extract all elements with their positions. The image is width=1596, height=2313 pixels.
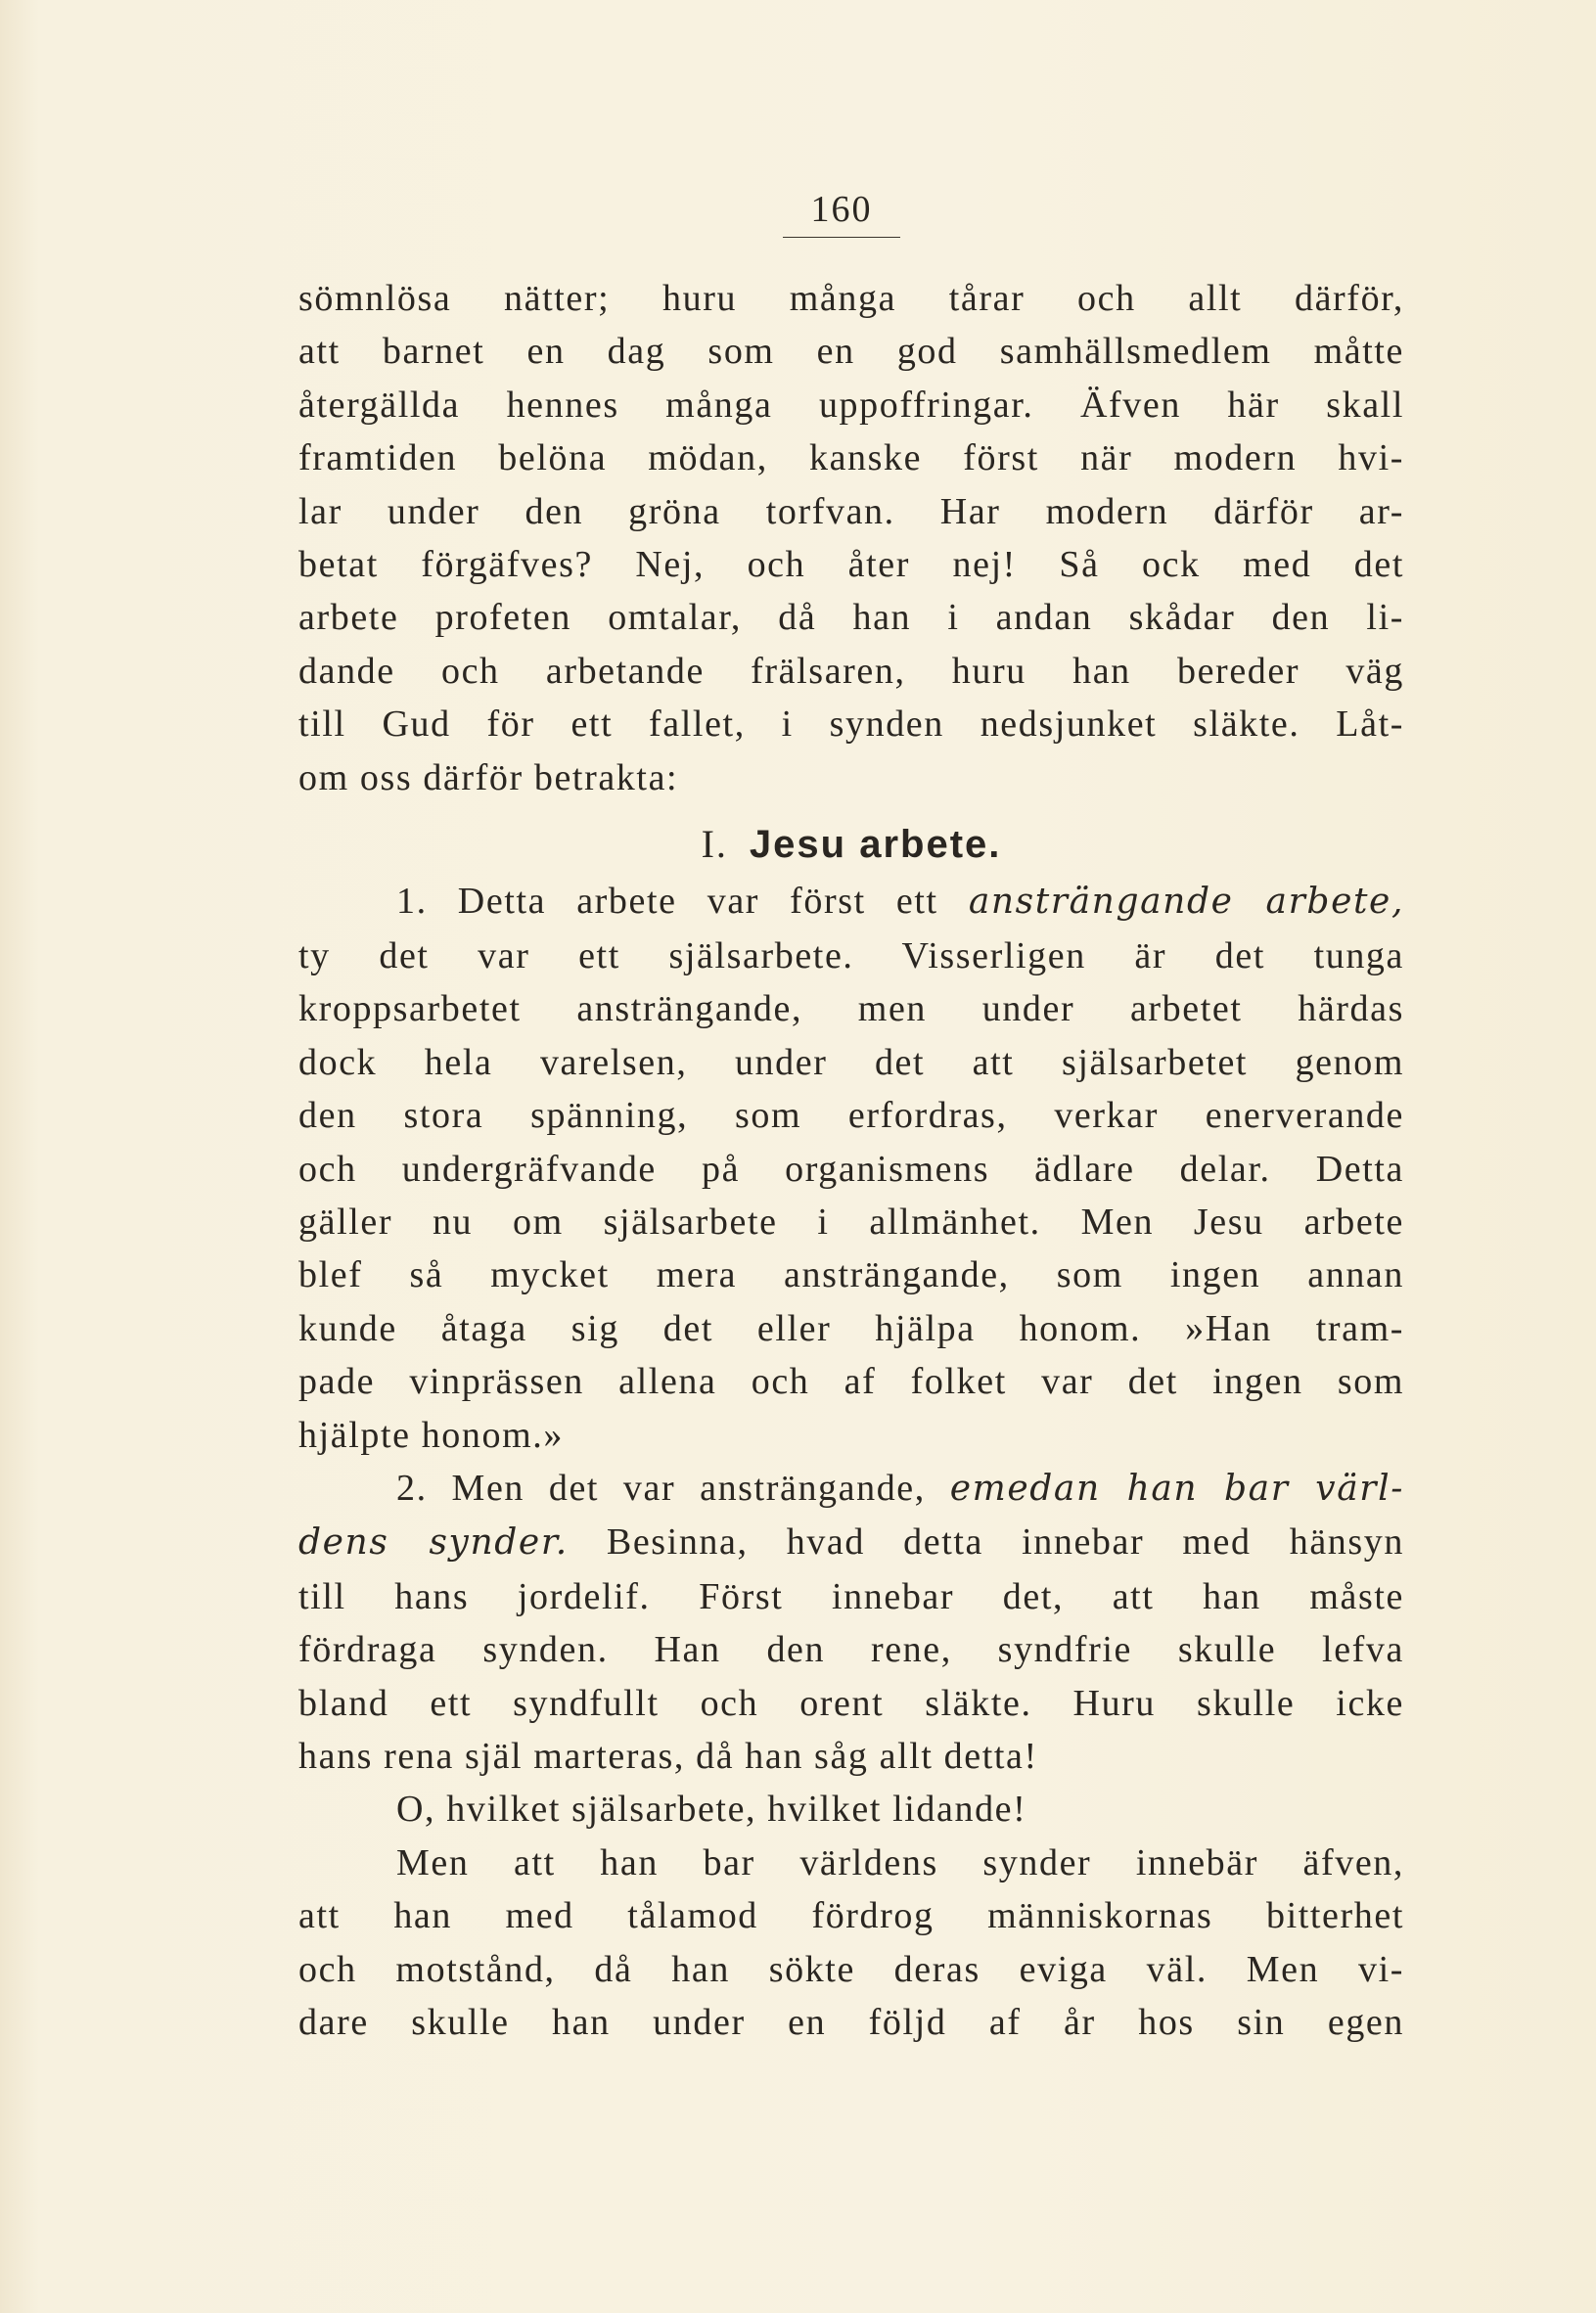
text-line: kroppsarbetet ansträngande, men under arbetet härdas <box>298 988 1404 1030</box>
text-line: blef så mycket mera ansträngande, som ingen annan <box>298 1254 1404 1296</box>
text-line: sömnlösa nätter; huru många tårar och allt därför, <box>298 278 1404 319</box>
text-line: och undergräfvande på organismens ädlare delar. Detta <box>298 1148 1404 1190</box>
section-heading-number: I. <box>701 822 728 867</box>
text-line <box>298 875 1404 929</box>
text-line: dock hela varelsen, under det att själsarbetet genom <box>298 1041 1404 1083</box>
text-line: ty det var ett själsarbete. Visserligen är det tunga <box>298 934 1404 976</box>
text-run: Besinna, hvad detta innebar med hänsyn <box>568 1521 1404 1564</box>
section-heading <box>298 818 1404 871</box>
text-line: till Gud för ett fallet, i synden nedsjunket släkte. Låt- <box>298 703 1404 746</box>
text-line: O, hvilket själsarbete, hvilket lidande! <box>396 1789 1027 1831</box>
text-line: kunde åtaga sig det eller hjälpa honom. »Han tram- <box>298 1307 1404 1349</box>
body-text <box>298 272 1404 2049</box>
text-line: dare skulle han under en följd af år hos sin egen <box>298 2002 1404 2043</box>
text-line: bland ett syndfullt och orent släkte. Huru skulle icke <box>298 1682 1404 1724</box>
text-line: om oss därför betrakta: <box>298 756 679 798</box>
section-heading-title: Jesu arbete. <box>749 823 1002 867</box>
page-number: 160 <box>783 188 900 238</box>
text-run: 2. Men det var ansträngande, <box>396 1467 950 1509</box>
text-line <box>298 1462 1404 1516</box>
text-line: lar under den gröna torfvan. Har modern därför ar- <box>298 490 1404 532</box>
text-line: hans rena själ marteras, då han såg allt detta! <box>298 1735 1038 1777</box>
text-line: den stora spänning, som erfordras, verkar enerverande <box>298 1095 1404 1137</box>
text-line: gäller nu om själsarbete i allmänhet. Men Jesu arbete <box>298 1201 1404 1243</box>
text-line: hjälpte honom.» <box>298 1414 564 1456</box>
italic-emphasis: ansträngande arbete, <box>968 882 1404 923</box>
italic-emphasis: dens synder. <box>298 1522 569 1564</box>
italic-emphasis: emedan han bar värl- <box>949 1468 1404 1509</box>
text-line: fördraga synden. Han den rene, syndfrie skulle lefva <box>298 1629 1404 1671</box>
text-line: framtiden belöna mödan, kanske först när modern hvi- <box>298 437 1404 479</box>
text-line: och motstånd, då han sökte deras eviga väl. Men vi- <box>298 1948 1404 1990</box>
text-line: till hans jordelif. Först innebar det, att han måste <box>298 1575 1404 1617</box>
text-run: 1. Detta arbete var först ett <box>396 881 969 923</box>
text-line: pade vinprässen allena och af folket var det ingen som <box>298 1361 1404 1403</box>
text-line: Men att han bar världens synder innebär äfven, <box>396 1841 1404 1883</box>
text-line: återgällda hennes många uppoffringar. Äfven här skall <box>298 384 1404 426</box>
text-line: betat förgäfves? Nej, och åter nej! Så ock med det <box>298 544 1404 586</box>
text-line: arbete profeten omtalar, då han i andan skådar den li- <box>298 597 1404 639</box>
text-line: att barnet en dag som en god samhällsmedlem måtte <box>298 331 1404 373</box>
text-line: att han med tålamod fördrog människornas bitterhet <box>298 1895 1404 1937</box>
text-line: dande och arbetande frälsaren, huru han bereder väg <box>298 650 1404 692</box>
text-line <box>298 1516 1404 1569</box>
